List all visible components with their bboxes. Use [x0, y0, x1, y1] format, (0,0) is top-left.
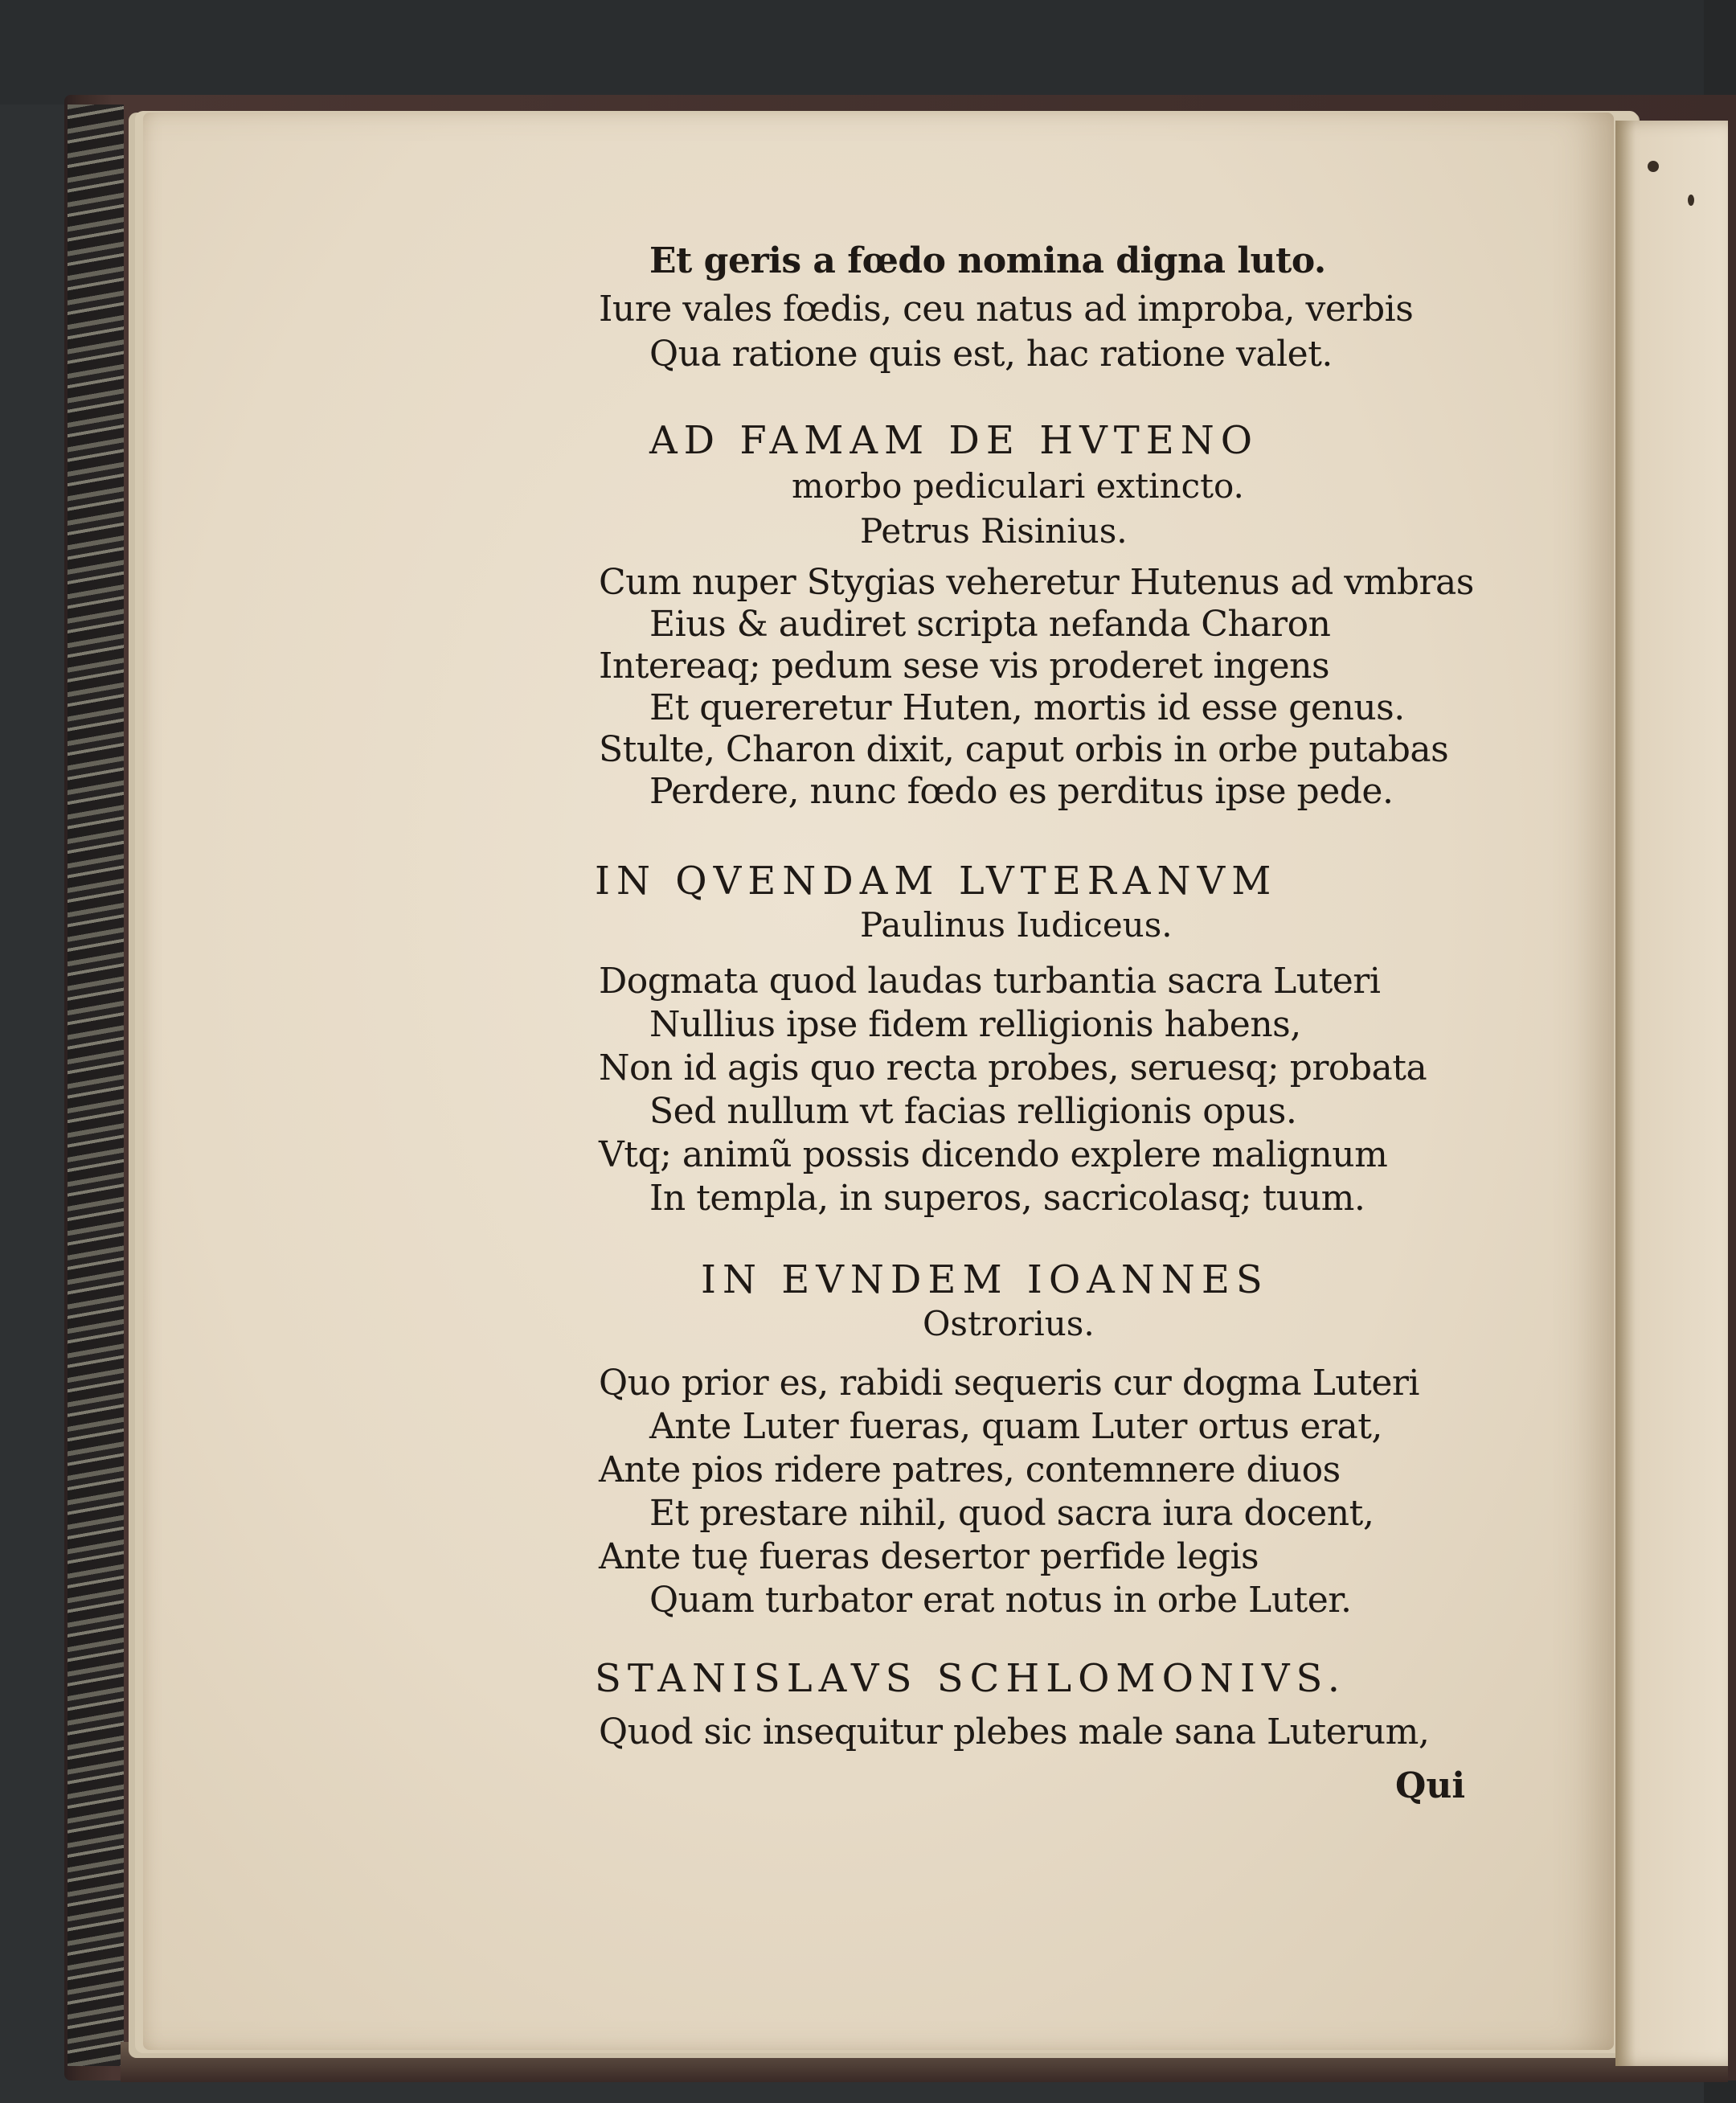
verse-line: Et geris a fœdo nomina digna luto. [649, 240, 1326, 281]
verse-line: Nullius ipse fidem relligionis habens, [649, 1004, 1301, 1045]
verse-line: Cum nuper Stygias veheretur Hutenus ad vmbras [599, 562, 1474, 603]
verse-line: In templa, in superos, sacricolasq; tuum. [649, 1178, 1365, 1219]
poem-heading: STANISLAVS SCHLOMONIVS. [595, 1656, 1346, 1701]
verse-line: Ante Luter fueras, quam Luter ortus erat, [649, 1406, 1382, 1447]
poem-heading: IN QVENDAM LVTERANVM [595, 859, 1278, 904]
verse-line: Quo prior es, rabidi sequeris cur dogma Luteri [599, 1363, 1419, 1404]
verse-line: Eius & audiret scripta nefanda Charon [649, 604, 1331, 645]
poem-author: Petrus Risinius. [860, 511, 1128, 551]
catchword: Qui [1395, 1765, 1466, 1806]
verse-line: Iure vales fœdis, ceu natus ad improba, verbis [599, 289, 1414, 330]
verse-line: Et quereretur Huten, mortis id esse genus. [649, 687, 1405, 728]
poem-author: Paulinus Iudiceus. [860, 905, 1173, 945]
verse-line: Stulte, Charon dixit, caput orbis in orbe putabas [599, 729, 1449, 770]
verse-line: Quam turbator erat notus in orbe Luter. [649, 1580, 1352, 1621]
verse-line: Sed nullum vt facias relligionis opus. [649, 1091, 1297, 1132]
verse-line: Intereaq; pedum sese vis proderet ingens [599, 646, 1330, 687]
poem-author: Ostrorius. [923, 1304, 1095, 1343]
verse-line: Ante pios ridere patres, contemnere diuos [599, 1449, 1341, 1490]
verse-line: Quod sic insequitur plebes male sana Luterum, [599, 1712, 1430, 1752]
poem-heading: AD FAMAM DE HVTENO [649, 418, 1259, 463]
verse-line: Perdere, nunc fœdo es perditus ipse pede. [649, 771, 1394, 812]
verse-line: Et prestare nihil, quod sacra iura docent, [649, 1493, 1374, 1534]
verse-line: Vtq; animũ possis dicendo explere malignum [599, 1134, 1388, 1175]
verse-line: Ante tuę fueras desertor perfide legis [599, 1536, 1259, 1577]
poem-subheading: morbo pediculari extincto. [792, 466, 1244, 506]
verse-line: Non id agis quo recta probes, seruesq; probata [599, 1047, 1427, 1088]
verse-line: Qua ratione quis est, hac ratione valet. [649, 334, 1333, 375]
verse-line: Dogmata quod laudas turbantia sacra Luteri [599, 961, 1381, 1002]
poem-heading: IN EVNDEM IOANNES [701, 1257, 1269, 1302]
